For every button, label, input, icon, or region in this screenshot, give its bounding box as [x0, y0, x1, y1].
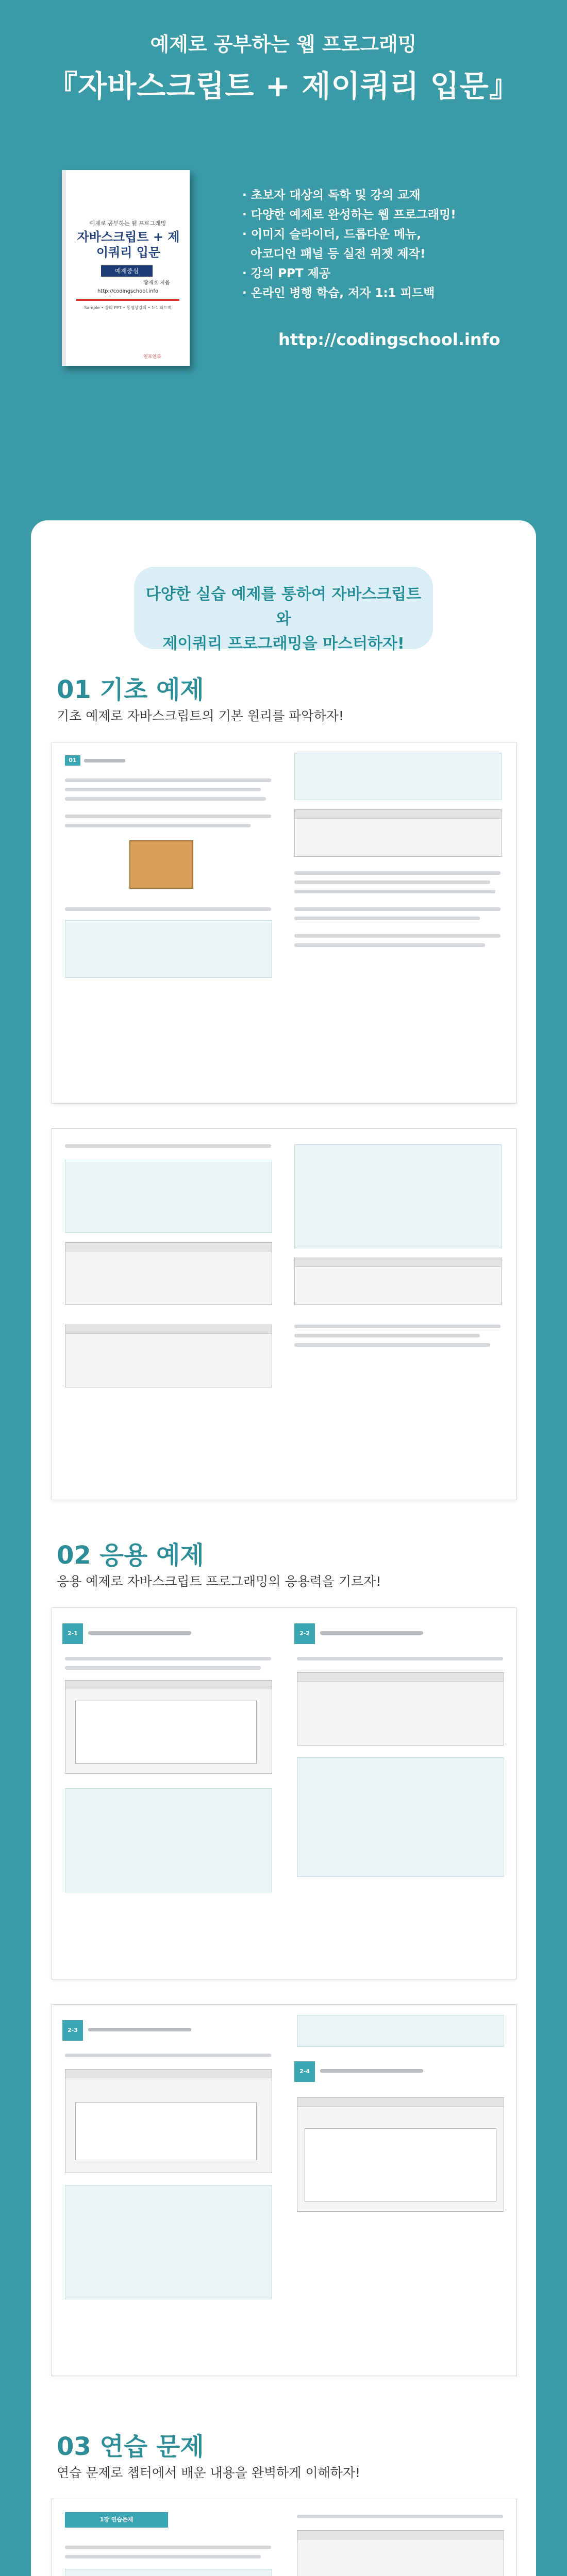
feature-item: · 다양한 예제로 완성하는 웹 프로그래밍! — [242, 208, 456, 222]
code-block — [294, 753, 502, 800]
intro-line: 다양한 실습 예제를 통하여 자바스크립트와 — [145, 585, 422, 628]
code-block — [297, 2015, 504, 2047]
sample-page-spread — [52, 1607, 516, 1979]
section-desc-basic: 기초 예제로 자바스크립트의 기본 원리를 파악하자! — [57, 708, 344, 723]
feature-url[interactable]: http://codingschool.info — [278, 330, 501, 349]
section-desc-exercise: 연습 문제로 챕터에서 배운 내용을 완벽하게 이해하자! — [57, 2465, 361, 2480]
page-badge: 2-4 — [294, 2061, 315, 2082]
book-subtitle: 예제로 공부하는 웹 프로그래밍 — [89, 220, 166, 227]
sample-page-spread — [52, 2499, 516, 2576]
code-block — [65, 1788, 272, 1892]
browser-window-sample — [65, 1325, 272, 1387]
box-illustration — [129, 840, 193, 889]
book-url: http://codingschool.info — [97, 289, 159, 294]
browser-window-sample — [65, 1242, 272, 1305]
feature-item: · 강의 PPT 제공 — [242, 267, 331, 280]
book-title: 자바스크립트 + 제이쿼리 입문 — [77, 230, 180, 260]
feature-item: 아코디언 패널 등 실전 위젯 제작! — [242, 247, 426, 261]
sample-page-spread — [52, 1128, 516, 1500]
browser-window-sample — [294, 1258, 502, 1305]
intro-line: 제이쿼리 프로그래밍을 마스터하자! — [162, 635, 405, 653]
page-title: 『자바스크립트 + 제이쿼리 입문』 — [47, 69, 520, 104]
section-desc-applied: 응용 예제로 자바스크립트 프로그래밍의 응용력을 기르자! — [57, 1574, 381, 1589]
browser-window-sample — [294, 809, 502, 857]
code-block — [294, 1144, 502, 1248]
book-footer: Sample • 강의 PPT • 동영상강의 • 1:1 피드백 — [84, 306, 172, 310]
intro-text — [144, 582, 423, 656]
browser-window-sample — [297, 1672, 504, 1745]
sample-table — [75, 2103, 257, 2160]
section-title-basic: 01 기초 예제 — [57, 675, 204, 704]
feature-item: · 온라인 병행 학습, 저자 1:1 피드백 — [242, 286, 435, 300]
page-badge: 2-3 — [62, 2020, 83, 2041]
book-divider — [76, 299, 179, 301]
page-badge: 1장 연습문제 — [65, 2512, 168, 2528]
book-badge: 예제중심 — [101, 265, 153, 277]
sample-table — [305, 2128, 496, 2201]
sample-page-spread — [52, 2004, 516, 2376]
code-block — [65, 920, 272, 978]
feature-item: · 초보자 대상의 독학 및 강의 교재 — [242, 189, 421, 202]
browser-window-sample — [297, 2530, 504, 2576]
page-subtitle: 예제로 공부하는 웹 프로그래밍 — [150, 33, 417, 56]
code-block — [65, 1160, 272, 1233]
page-badge: 2-1 — [62, 1623, 83, 1644]
section-title-exercise: 03 연습 문제 — [57, 2432, 204, 2461]
code-block — [65, 2185, 272, 2299]
sample-page-spread — [52, 742, 516, 1104]
code-block — [65, 2569, 272, 2576]
feature-list — [242, 185, 552, 303]
page-badge: 2-2 — [294, 1623, 315, 1644]
sample-table — [75, 1701, 257, 1764]
feature-item: · 이미지 슬라이더, 드롭다운 메뉴, — [242, 228, 422, 241]
book-cover-image — [62, 170, 190, 366]
section-title-applied: 02 응용 예제 — [57, 1541, 204, 1570]
page-badge: 01 — [65, 755, 80, 766]
book-author: 황재호 지음 — [143, 280, 170, 286]
book-publisher: 인포앤북 — [143, 354, 161, 360]
code-block — [297, 1757, 504, 1877]
